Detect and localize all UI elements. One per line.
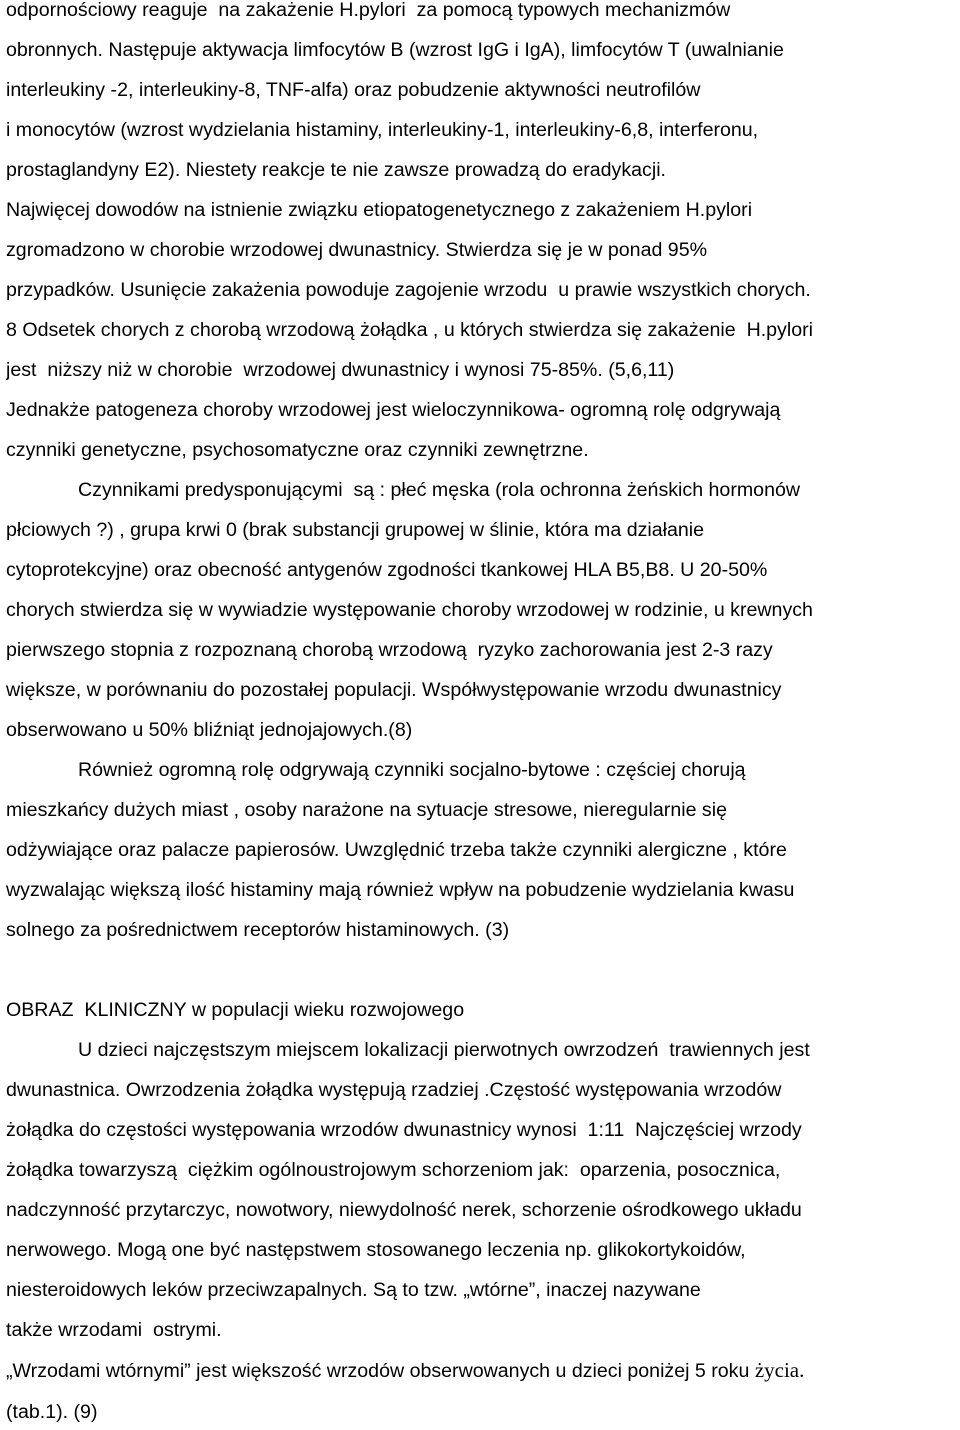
document-page [6,0,960,1430]
text-line: wyzwalając większą ilość histaminy mają również wpływ na pobudzenie wydzielania kwasu [6,879,795,901]
text-line: zgromadzono w chorobie wrzodowej dwunastnicy. Stwierdza się je w ponad 95% [6,239,708,261]
text-line: dwunastnica. Owrzodzenia żołądka występują rzadziej .Częstość występowania wrzodów [6,1079,782,1101]
text-line: niesteroidowych leków przeciwzapalnych. Są to tzw. „wtórne”, inaczej nazywane [6,1279,701,1301]
text-line: pierwszego stopnia z rozpoznaną chorobą wrzodową ryzyko zachorowania jest 2-3 razy [6,639,773,661]
text-line: nerwowego. Mogą one być następstwem stosowanego leczenia np. glikokortykoidów, [6,1239,746,1261]
text-line: przypadków. Usunięcie zakażenia powoduje zagojenie wrzodu u prawie wszystkich chorych. [6,279,811,301]
paragraph-first-line: Również ogromną rolę odgrywają czynniki socjalno-bytowe : częściej chorują [78,759,746,781]
text-line: interleukiny -2, interleukiny-8, TNF-alfa) oraz pobudzenie aktywności neutrofilów [6,79,701,101]
text-line [6,1350,804,1390]
paragraph-first-line: Czynnikami predysponującymi są : płeć męska (rola ochronna żeńskich hormonów [78,479,801,501]
text-line: płciowych ?) , grupa krwi 0 (brak substancji grupowej w ślinie, która ma działanie [6,519,705,541]
text-line: obserwowano u 50% bliźniąt jednojajowych.(8) [6,719,413,741]
text-line: (tab.1). (9) [6,1401,98,1423]
text-line: Najwięcej dowodów na istnienie związku etiopatogenetycznego z zakażeniem H.pylori [6,199,753,221]
text-line: 8 Odsetek chorych z chorobą wrzodową żołądka , u których stwierdza się zakażenie H.pylori [6,319,813,341]
paragraph-first-line: U dzieci najczęstszym miejscem lokalizacji pierwotnych owrzodzeń trawiennych jest [78,1039,810,1061]
text-line: Jednakże patogeneza choroby wrzodowej jest wieloczynnikowa- ogromną rolę odgrywają [6,399,781,421]
text-line-tail: życia. [754,1358,805,1382]
text-line: i monocytów (wzrost wydzielania histaminy, interleukiny-1, interleukiny-6,8, interferonu, [6,119,759,141]
text-line: odżywiające oraz palacze papierosów. Uwzględnić trzeba także czynniki alergiczne , które [6,839,787,861]
text-line: prostaglandyny E2). Niestety reakcje te nie zawsze prowadzą do eradykacji. [6,159,666,181]
section-heading: OBRAZ KLINICZNY w populacji wieku rozwojowego [6,999,465,1021]
text-line: także wrzodami ostrymi. [6,1319,222,1341]
text-line: czynniki genetyczne, psychosomatyczne oraz czynniki zewnętrzne. [6,439,589,461]
text-line: większe, w porównaniu do pozostałej populacji. Współwystępowanie wrzodu dwunastnicy [6,679,782,701]
text-line: odpornościowy reaguje na zakażenie H.pylori za pomocą typowych mechanizmów [6,0,731,21]
text-line: żołądka towarzyszą ciężkim ogólnoustrojowym schorzeniom jak: oparzenia, posocznica, [6,1159,781,1181]
text-line: żołądka do częstości występowania wrzodów dwunastnicy wynosi 1:11 Najczęściej wrzody [6,1119,802,1141]
text-line: cytoprotekcyjne) oraz obecność antygenów zgodności tkankowej HLA B5,B8. U 20-50% [6,559,768,581]
text-line: chorych stwierdza się w wywiadzie występowanie choroby wrzodowej w rodzinie, u krewnych [6,599,813,621]
text-line: solnego za pośrednictwem receptorów histaminowych. (3) [6,919,510,941]
text-line: nadczynność przytarczyc, nowotwory, niewydolność nerek, schorzenie ośrodkowego układu [6,1199,802,1221]
text-line: mieszkańcy dużych miast , osoby narażone na sytuacje stresowe, nieregularnie się [6,799,727,821]
text-line: jest niższy niż w chorobie wrzodowej dwunastnicy i wynosi 75-85%. (5,6,11) [6,359,675,381]
text-line: obronnych. Następuje aktywacja limfocytów B (wzrost IgG i IgA), limfocytów T (uwalnianie [6,39,784,61]
text-line-main: „Wrzodami wtórnymi” jest większość wrzodów obserwowanych u dzieci poniżej 5 roku [6,1360,755,1382]
